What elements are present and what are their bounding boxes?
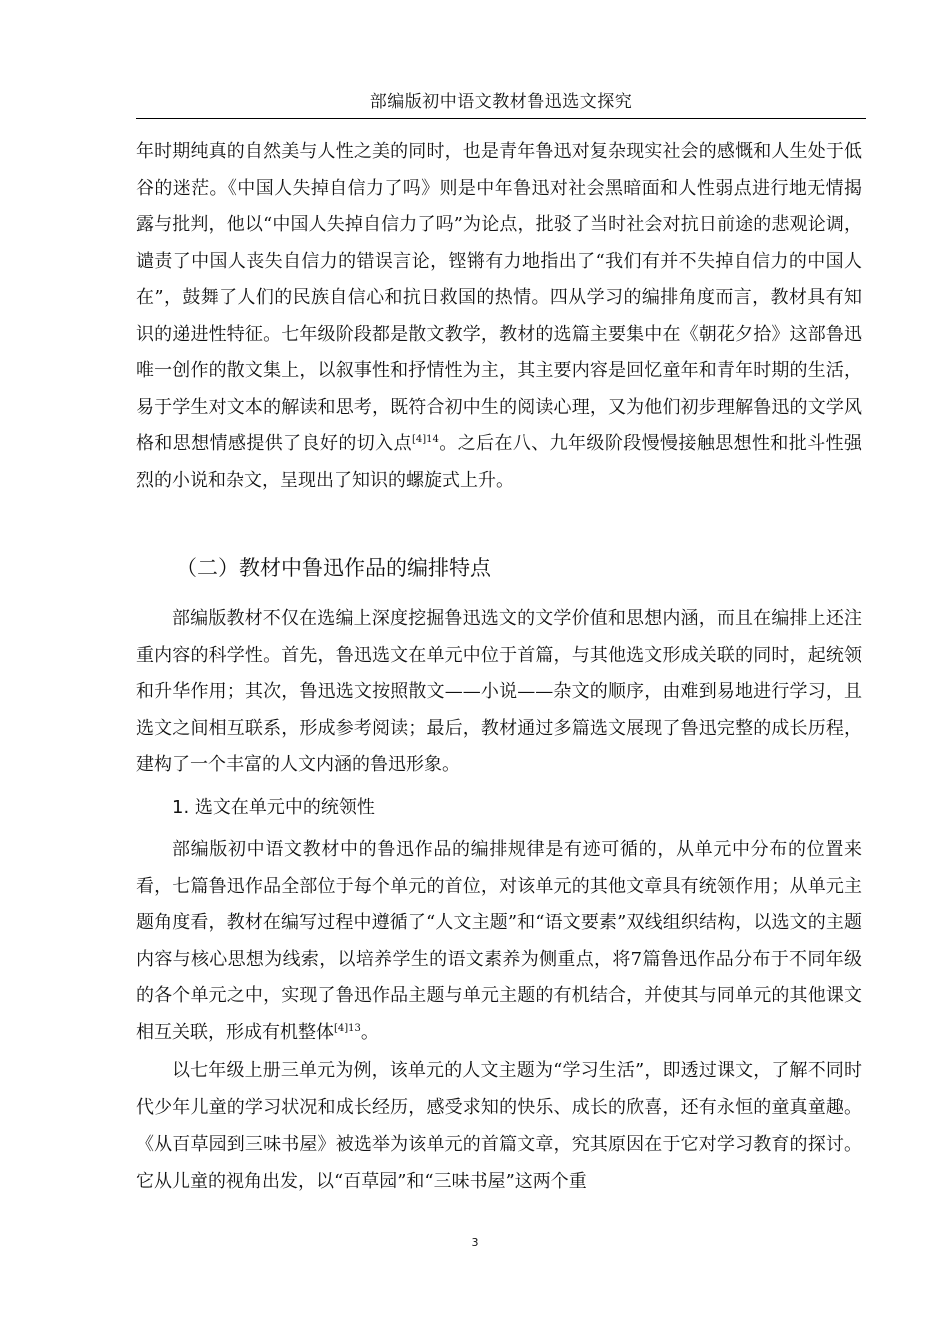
subsection-heading: 1. 选文在单元中的统领性 [172, 797, 375, 818]
paragraph-text: 年时期纯真的自然美与人性之美的同时，也是青年鲁迅对复杂现实社会的感慨和人生处于低谷的迷茫。《中国人失掉自信力了吗》则是中年鲁迅对社会黑暗面和人性弱点进行地无情揭露与批判，他以“中国人失掉自信力了吗”为论点，批驳了当时社会对抗日前途的悲观论调，谴责了中国人丧失自信力的错误言论，铿锵有力地指出了“我们有并不失掉自信力的中国人在”，鼓舞了人们的民族自信心和抗日救国的热情。四从学习的编排角度而言，教材具有知识的递进性特征。七年级阶段都是散文教学，教材的选篇主要集中在《朝花夕拾》这部鲁迅唯一创作的散文集上，以叙事性和抒情性为主，其主要内容是回忆童年和青年时期的生活，易于学生对文本的解读和思考，既符合初中生的阅读心理，又为他们初步理解鲁迅的文学风格和思想情感提供了良好的切入点 [136, 141, 862, 454]
paragraph-text: 。之后在八、九年级阶段慢慢接触思想性和批斗性强烈的小说和杂文，呈现出了知识的螺旋式上升。 [136, 433, 863, 491]
body-paragraph-continued [136, 134, 862, 499]
page-number: 3 [471, 1236, 479, 1249]
section-heading: （二）教材中鲁迅作品的编排特点 [176, 556, 491, 580]
citation-marker: [4]14 [411, 434, 439, 445]
header-divider [136, 118, 866, 119]
running-header-title: 部编版初中语文教材鲁迅选文探究 [369, 92, 633, 112]
citation-marker: [4]13 [334, 1022, 361, 1034]
subsection-paragraph [136, 832, 862, 1051]
example-paragraph: 以七年级上册三单元为例，该单元的人文主题为“学习生活”，即透过课文，了解不同时代少年儿童的学习状况和成长经历，感受求知的快乐、成长的欣喜，还有永恒的童真童趣。《从百草园到三味书屋》被选举为该单元的首篇文章，究其原因在于它对学习教育的探讨。它从儿童的视角出发，以“百草园”和“三味书屋”这两个重 [136, 1060, 862, 1192]
paragraph-text: 部编版初中语文教材中的鲁迅作品的编排规律是有迹可循的，从单元中分布的位置来看，七篇鲁迅作品全部位于每个单元的首位，对该单元的其他文章具有统领作用；从单元主题角度看，教材在编写过程中遵循了“人文主题”和“语文要素”双线组织结构，以选文的主题内容与核心思想为线索，以培养学生的语文素养为侧重点，将7篇鲁迅作品分布于不同年级的各个单元之中，实现了鲁迅作品主题与单元主题的有机结合，并使其与同单元的其他课文相互关联，形成有机整体 [136, 839, 862, 1043]
section-intro-paragraph: 部编版教材不仅在选编上深度挖掘鲁迅选文的文学价值和思想内涵，而且在编排上还注重内容的科学性。首先，鲁迅选文在单元中位于首篇，与其他选文形成关联的同时，起统领和升华作用；其次，鲁迅选文按照散文——小说——杂文的顺序，由难到易地进行学习，且选文之间相互联系，形成参考阅读；最后，教材通过多篇选文展现了鲁迅完整的成长历程，建构了一个丰富的人文内涵的鲁迅形象。 [136, 608, 862, 775]
paragraph-text: 。 [360, 1021, 379, 1043]
